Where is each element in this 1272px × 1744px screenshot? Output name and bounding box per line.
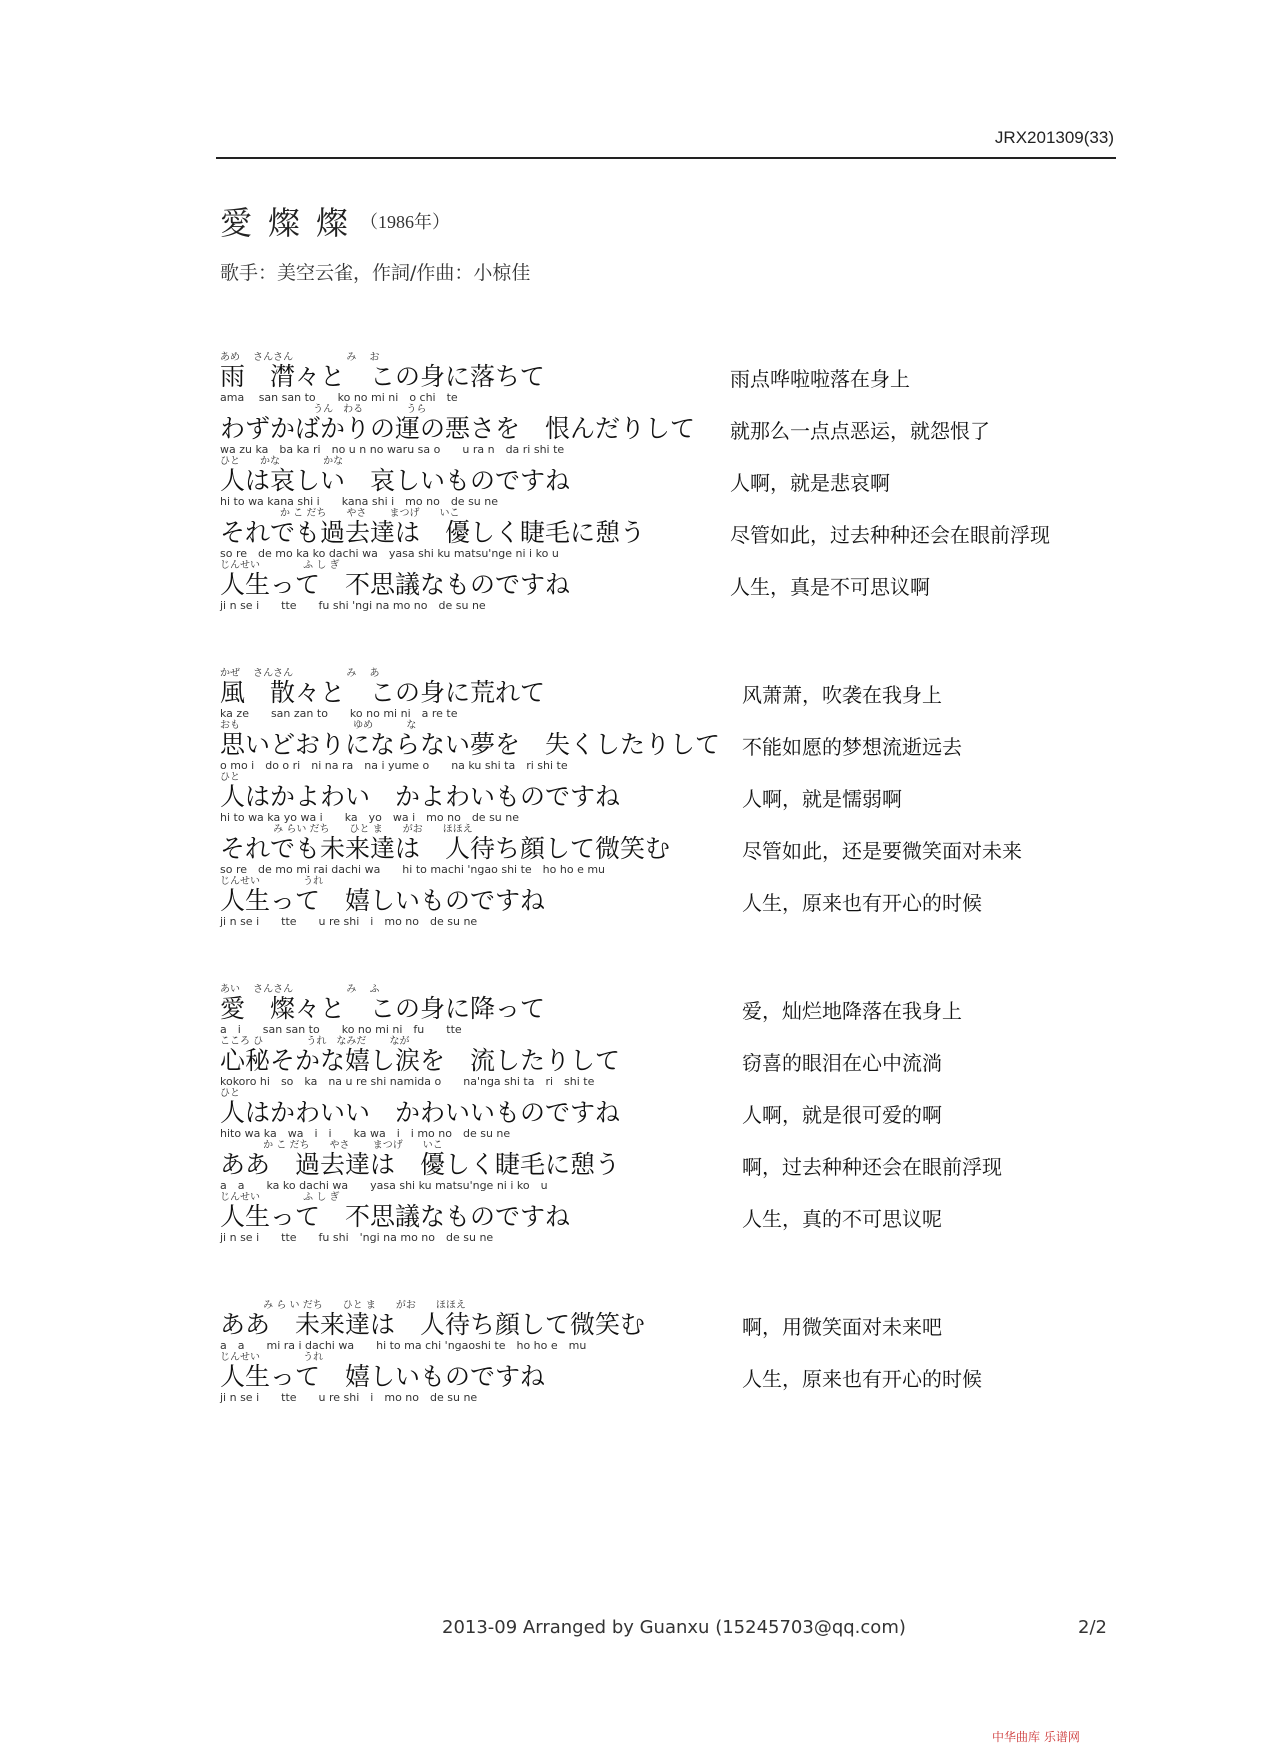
lyric-chinese: 啊，过去种种还会在眼前浮现 — [742, 1155, 1002, 1179]
lyric-japanese: 人生って 不思議なものですね — [220, 1202, 571, 1231]
lyric-furigana: み らい だち ひと ま がお ほほえ — [220, 824, 473, 835]
lyric-japanese: 人はかよわい かよわいものですね — [220, 782, 621, 811]
lyric-line — [0, 1300, 1272, 1354]
lyric-chinese: 窃喜的眼泪在心中流淌 — [742, 1051, 942, 1075]
lyric-line — [0, 1192, 1272, 1246]
lyric-chinese: 人生，真是不可思议啊 — [730, 575, 930, 599]
lyric-romaji: hi to wa ka yo wa i ka yo wa i mo no de su ne — [220, 811, 520, 824]
lyric-romaji: so re de mo ka ko dachi wa yasa shi ku matsu'nge ni i ko u — [220, 547, 559, 560]
lyric-furigana: あい さんさん み ふ — [220, 984, 380, 995]
lyric-furigana: じんせい うれ — [220, 876, 324, 887]
lyric-line — [0, 984, 1272, 1038]
lyric-line — [0, 1352, 1272, 1406]
footer-arranged: 2013-09 Arranged by Guanxu (15245703@qq.com) — [442, 1617, 906, 1638]
lyric-chinese: 尽管如此，还是要微笑面对未来 — [742, 839, 1022, 863]
lyric-furigana: こころ ひ うれ なみだ なが — [220, 1036, 410, 1047]
lyric-chinese: 尽管如此，过去种种还会在眼前浮现 — [730, 523, 1050, 547]
song-year: （1986年） — [360, 212, 450, 232]
lyric-line — [0, 876, 1272, 930]
lyric-line — [0, 668, 1272, 722]
lyric-chinese: 不能如愿的梦想流逝远去 — [742, 735, 962, 759]
lyric-romaji: ji n se i tte fu shi 'ngi na mo no de su ne — [220, 599, 486, 612]
lyric-romaji: o mo i do o ri ni na ra na i yume o na ku shi ta ri shi te — [220, 759, 568, 772]
lyric-chinese: 爱，灿烂地降落在我身上 — [742, 999, 962, 1023]
lyric-japanese: それでも未来達は 人待ち顔して微笑む — [220, 834, 671, 863]
header-rule — [216, 157, 1116, 159]
page-number: 2/2 — [1078, 1617, 1107, 1638]
lyric-furigana: うん わる うら — [220, 404, 427, 415]
lyric-chinese: 人啊，就是悲哀啊 — [730, 471, 890, 495]
lyric-furigana: み ら い だち ひと ま がお ほほえ — [220, 1300, 466, 1311]
lyric-romaji: ama san san to ko no mi ni o chi te — [220, 391, 458, 404]
lyric-romaji: ji n se i tte fu shi 'ngi na mo no de su ne — [220, 1231, 494, 1244]
lyric-chinese: 人生，真的不可思议呢 — [742, 1207, 942, 1231]
lyric-japanese: 人生って 嬉しいものですね — [220, 1362, 546, 1391]
lyric-japanese: 人生って 不思議なものですね — [220, 570, 571, 599]
lyric-chinese: 人啊，就是很可爱的啊 — [742, 1103, 942, 1127]
lyric-romaji: ji n se i tte u re shi i mo no de su ne — [220, 1391, 478, 1404]
lyric-romaji: ji n se i tte u re shi i mo no de su ne — [220, 915, 478, 928]
lyric-romaji: hi to wa kana shi i kana shi i mo no de su ne — [220, 495, 499, 508]
lyric-japanese: 風 散々と この身に荒れて — [220, 678, 546, 707]
lyric-romaji: hito wa ka wa i i ka wa i i mo no de su ne — [220, 1127, 511, 1140]
lyric-line — [0, 1036, 1272, 1090]
lyric-furigana: じんせい うれ — [220, 1352, 324, 1363]
lyric-romaji: so re de mo mi rai dachi wa hi to machi 'ngao shi te ho ho e mu — [220, 863, 606, 876]
lyric-chinese: 人生，原来也有开心的时候 — [742, 1367, 982, 1391]
lyric-chinese: 啊，用微笑面对未来吧 — [742, 1315, 942, 1339]
lyric-chinese: 人啊，就是懦弱啊 — [742, 787, 902, 811]
song-title: 愛燦燦 — [220, 204, 365, 242]
lyric-japanese: 人は哀しい 哀しいものですね — [220, 466, 571, 495]
lyric-romaji: a a mi ra i dachi wa hi to ma chi 'ngaoshi te ho ho e mu — [220, 1339, 587, 1352]
document-code: JRX201309(33) — [994, 128, 1114, 147]
lyric-chinese: 风萧萧，吹袭在我身上 — [742, 683, 942, 707]
lyric-line — [0, 1088, 1272, 1142]
lyric-japanese: 人はかわいい かわいいものですね — [220, 1098, 621, 1127]
lyric-furigana: ひと — [220, 1088, 240, 1099]
lyric-furigana: じんせい ふ し ぎ — [220, 1192, 340, 1203]
lyric-line — [0, 560, 1272, 614]
lyric-romaji: a a ka ko dachi wa yasa shi ku matsu'nge ni i ko u — [220, 1179, 548, 1192]
lyric-romaji: wa zu ka ba ka ri no u n no waru sa o u ra n da ri shi te — [220, 443, 565, 456]
lyric-japanese: 心秘そかな嬉し涙を 流したりして — [220, 1046, 621, 1075]
lyric-line — [0, 508, 1272, 562]
lyric-line — [0, 772, 1272, 826]
lyric-line — [0, 404, 1272, 458]
lyric-furigana: ひと かな かな — [220, 456, 344, 467]
watermark: 中华曲库 乐谱网 — [992, 1730, 1080, 1744]
lyric-line — [0, 1140, 1272, 1194]
lyric-romaji: kokoro hi so ka na u re shi namida o na'nga shi ta ri shi te — [220, 1075, 595, 1088]
lyric-japanese: 思いどおりにならない夢を 失くしたりして — [220, 730, 721, 759]
song-credits: 歌手：美空云雀，作詞/作曲：小椋佳 — [220, 262, 531, 284]
lyric-line — [0, 720, 1272, 774]
lyric-line — [0, 456, 1272, 510]
lyric-japanese: 雨 潸々と この身に落ちて — [220, 362, 545, 391]
lyric-chinese: 雨点哗啦啦落在身上 — [730, 367, 910, 391]
lyric-line — [0, 824, 1272, 878]
lyric-chinese: 就那么一点点恶运，就怨恨了 — [730, 419, 990, 443]
lyric-furigana: か こ だち やさ まつげ いこ — [220, 1140, 443, 1151]
lyric-furigana: ひと — [220, 772, 240, 783]
lyric-japanese: わずかばかりの運の悪さを 恨んだりして — [220, 414, 696, 443]
lyric-japanese: 人生って 嬉しいものですね — [220, 886, 546, 915]
lyric-line — [0, 352, 1272, 406]
lyric-japanese: 愛 燦々と この身に降って — [220, 994, 546, 1023]
lyric-romaji: ka ze san zan to ko no mi ni a re te — [220, 707, 458, 720]
lyric-furigana: か こ だち やさ まつげ いこ — [220, 508, 460, 519]
lyric-furigana: おも ゆめ な — [220, 720, 417, 731]
lyric-chinese: 人生，原来也有开心的时候 — [742, 891, 982, 915]
lyric-romaji: a i san san to ko no mi ni fu tte — [220, 1023, 462, 1036]
lyric-furigana: じんせい ふ し ぎ — [220, 560, 340, 571]
lyric-furigana: かぜ さんさん み あ — [220, 668, 380, 679]
lyric-japanese: それでも過去達は 優しく睫毛に憩う — [220, 518, 646, 547]
lyric-japanese: ああ 過去達は 優しく睫毛に憩う — [220, 1150, 621, 1179]
lyric-japanese: ああ 未来達は 人待ち顔して微笑む — [220, 1310, 646, 1339]
lyric-furigana: あめ さんさん み お — [220, 352, 380, 363]
